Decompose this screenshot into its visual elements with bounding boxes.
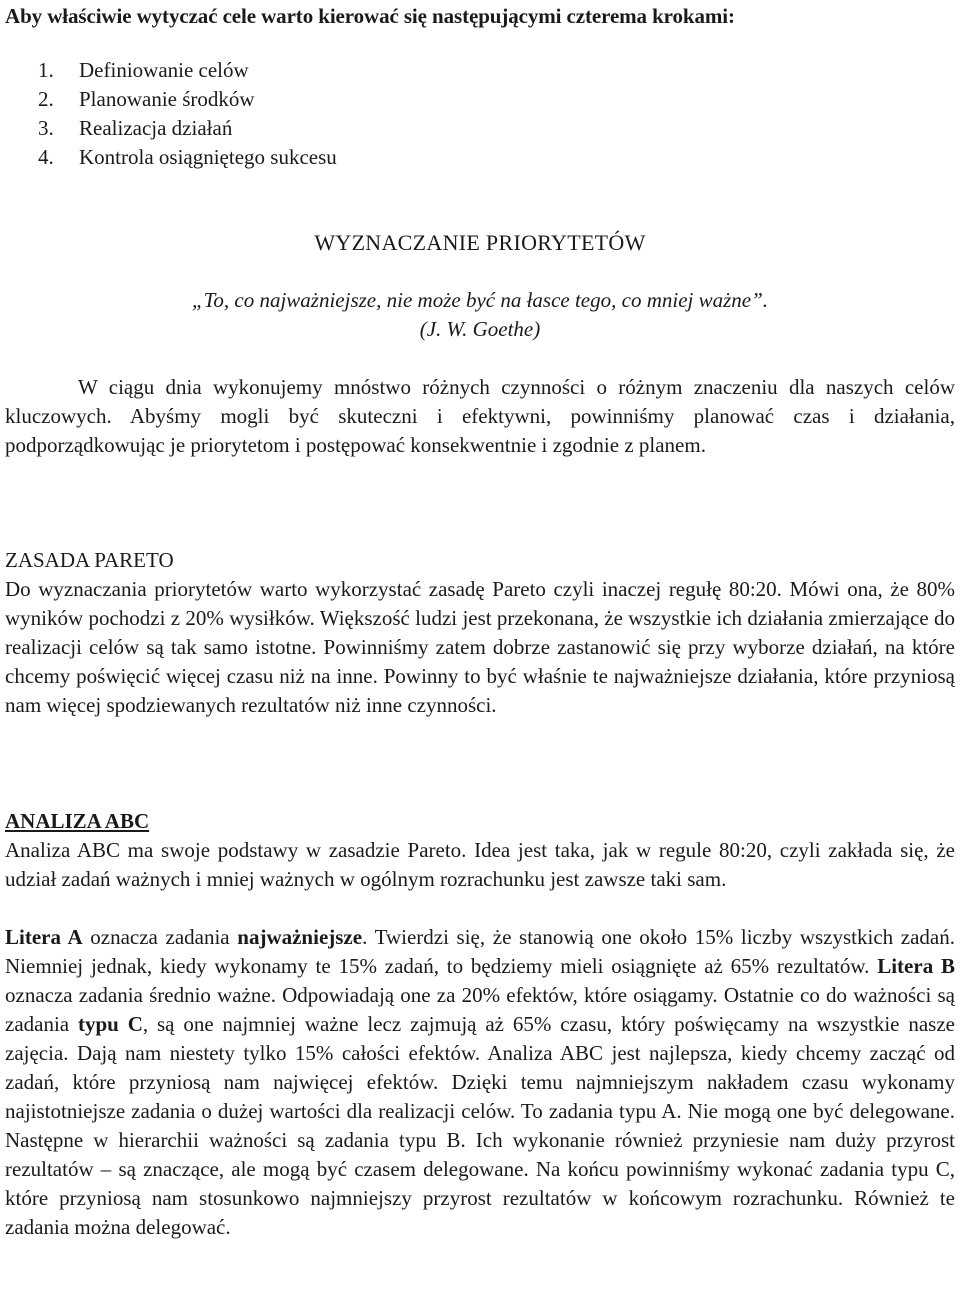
typu-c-emphasis: typu C <box>77 1012 143 1036</box>
text-run: . Twierdzi się, że stanowią one około 15% liczby wszystkich zadań. Niemniej jednak, kiedy wykonamy te 15% zadań, to będziemy mieli osiągnięte aż 65% rezultatów. <box>5 925 956 978</box>
quote-author: (J. W. Goethe) <box>419 317 541 341</box>
litera-a-label: Litera A <box>5 925 83 949</box>
priorities-title: WYZNACZANIE PRIORYTETÓW <box>314 230 646 255</box>
list-item-label: Kontrola osiągniętego sukcesu <box>79 145 337 169</box>
list-item-number: 4. <box>38 145 54 169</box>
priorities-paragraph: W ciągu dnia wykonujemy mnóstwo różnych czynności o różnym znaczeniu dla naszych celów kluczowych. Abyśmy mogli być skuteczni i efektywni, powinniśmy planować czas i działania, podporządkowując je priorytetom i postępować konsekwentnie i zgodnie z planem. <box>5 375 955 457</box>
list-item-label: Planowanie środków <box>79 87 255 111</box>
list-item <box>38 114 337 143</box>
list-item <box>38 85 337 114</box>
list-item-number: 1. <box>38 58 54 82</box>
list-item-label: Realizacja działań <box>79 116 233 140</box>
steps-list <box>38 56 337 172</box>
list-item <box>38 143 337 172</box>
list-item-number: 2. <box>38 87 54 111</box>
list-item <box>38 56 337 85</box>
pareto-title: ZASADA PARETO <box>5 548 174 572</box>
litera-b-label: Litera B <box>877 954 955 978</box>
abc-intro-paragraph: Analiza ABC ma swoje podstawy w zasadzie Pareto. Idea jest taka, jak w regule 80:20, czyli zakłada się, że udział zadań ważnych i mniej ważnych w ogólnym rozrachunku jest zawsze taki sam. <box>5 838 955 891</box>
list-item-number: 3. <box>38 116 54 140</box>
text-run: oznacza zadania <box>82 925 238 949</box>
abc-title: ANALIZA ABC <box>5 809 150 833</box>
text-run: , są one najmniej ważne lecz zajmują aż 65% czasu, który poświęcamy na wszystkie nasze zajęcia. Dają nam niestety tylko 15% całości efektów. Analiza ABC jest najlepsza, kiedy chcemy zacząć od zadań, które przyniosą nam najwięcej efektów. Dzięki temu najmniejszym nakładem czasu wykonamy najistotniejsze zadania o dużej wartości dla realizacji celów. To zadania typu A. Nie mogą one być delegowane. Następne w hierarchii ważności są zadania typu B. Ich wykonanie również przyniesie nam duży przyrost rezultatów – są znaczące, ale mogą być czasem delegowane. Na końcu powinniśmy wykonać zadania typu C, które przyniosą nam stosunkowo najmniejszy przyrost rezultatów w końcowym rozrachunku. Również te zadania można delegować. <box>5 1012 955 1239</box>
text-run: oznacza zadania średnio ważne. Odpowiadają one za 20% efektów, które osiągamy. Ostatnie co do ważności są zadania <box>5 983 955 1036</box>
intro-heading: Aby właściwie wytyczać cele warto kierować się następującymi czterema krokami: <box>5 4 735 28</box>
najwazniejsze-emphasis: najważniejsze <box>237 925 363 949</box>
goethe-quote: „To, co najważniejsze, nie może być na łasce tego, co mniej ważne”. <box>191 288 769 312</box>
list-item-label: Definiowanie celów <box>79 58 249 82</box>
pareto-paragraph: Do wyznaczania priorytetów warto wykorzystać zasadę Pareto czyli inaczej regułę 80:20. Mówi ona, że 80% wyników pochodzi z 20% wysiłków. Większość ludzi jest przekonana, że wszystkie ich działania zmierzające do realizacji celów są tak samo istotne. Powinniśmy zatem dobrze zastanowić się przy wyborze działań, na które chcemy poświęcić więcej czasu niż na inne. Powinny to być właśnie te najważniejsze działania, które przyniosą nam więcej spodziewanych rezultatów niż inne czynności. <box>5 577 955 717</box>
abc-details-paragraph <box>5 923 955 1242</box>
